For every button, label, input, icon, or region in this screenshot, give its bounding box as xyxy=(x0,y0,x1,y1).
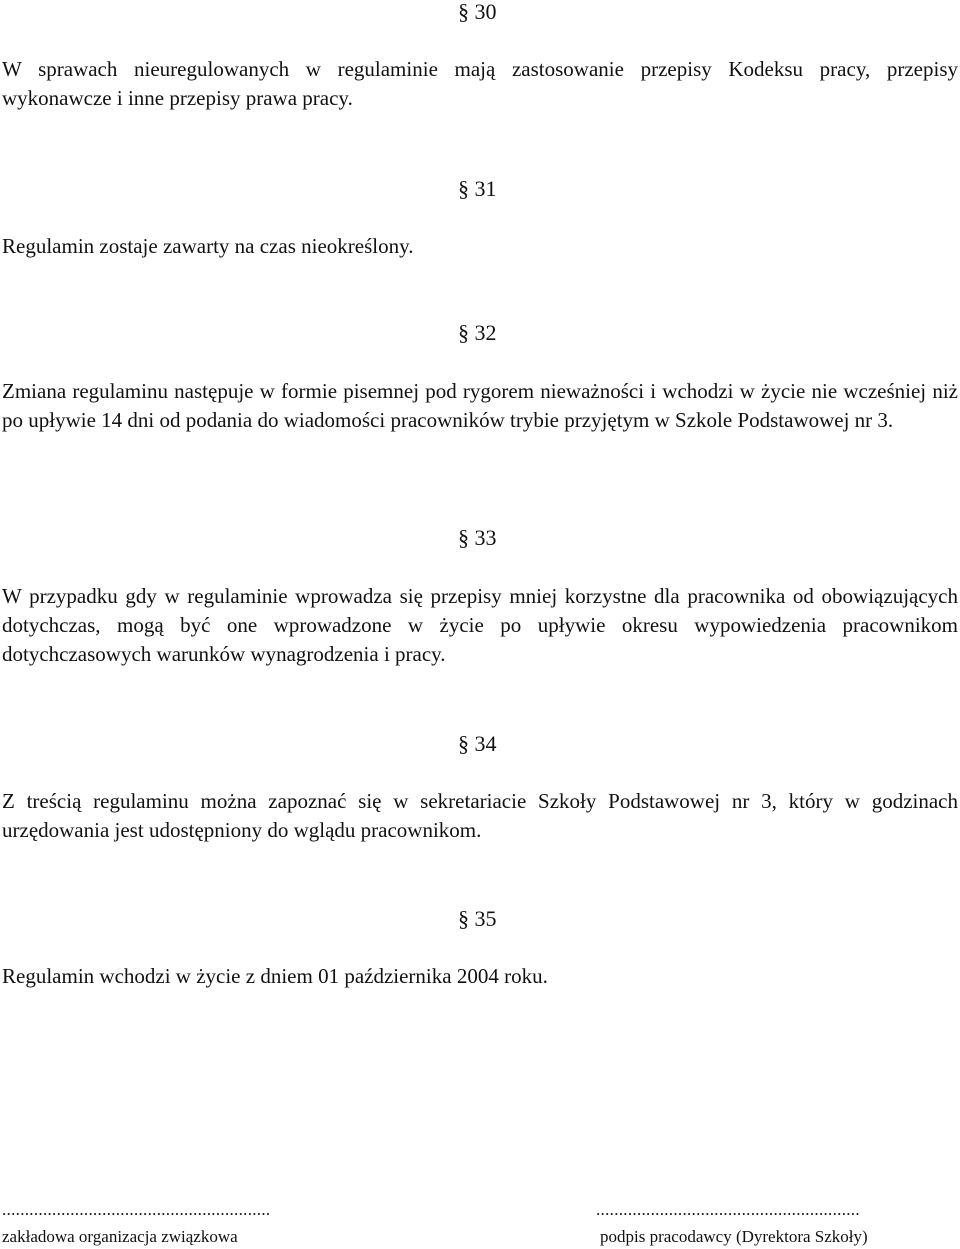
section-text-31: Regulamin zostaje zawarty na czas nieokreślony. xyxy=(2,234,414,258)
section-text-34: Z treścią regulaminu można zapoznać się w sekretariacie Szkoły Podstawowej nr 3, który w godzinach urzędowania jest udostępniony do wglądu pracownikom. xyxy=(2,789,958,842)
signature-label-union: zakładowa organizacja związkowa xyxy=(2,1227,238,1246)
section-text-32: Zmiana regulaminu następuje w formie pisemnej pod rygorem nieważności i wchodzi w życie nie wcześniej niż po upływie 14 dni od podania do wiadomości pracowników trybie przyjętym w Szkole Podstawowej nr 3. xyxy=(2,379,958,432)
signature-line-union: ........................................................... xyxy=(2,1200,271,1219)
section-heading-33: § 33 xyxy=(458,525,497,550)
signature-line-employer: .......................................................... xyxy=(596,1200,860,1219)
section-text-30: W sprawach nieuregulowanych w regulaminie mają zastosowanie przepisy Kodeksu pracy, przepisy wykonawcze i inne przepisy prawa pracy. xyxy=(2,57,958,110)
section-heading-32: § 32 xyxy=(458,320,497,345)
section-heading-31: § 31 xyxy=(458,176,497,201)
signature-label-employer: podpis pracodawcy (Dyrektora Szkoły) xyxy=(600,1227,868,1246)
section-heading-30: § 30 xyxy=(458,0,497,24)
section-text-33: W przypadku gdy w regulaminie wprowadza się przepisy mniej korzystne dla pracownika od obowiązujących dotychczas, mogą być one wprowadzone w życie po upływie okresu wypowiedzenia pracownikom dotychczasowych warunków wynagrodzenia i pracy. xyxy=(2,584,958,666)
section-text-35: Regulamin wchodzi w życie z dniem 01 października 2004 roku. xyxy=(2,964,548,988)
section-heading-34: § 34 xyxy=(458,731,497,756)
section-heading-35: § 35 xyxy=(458,906,497,931)
